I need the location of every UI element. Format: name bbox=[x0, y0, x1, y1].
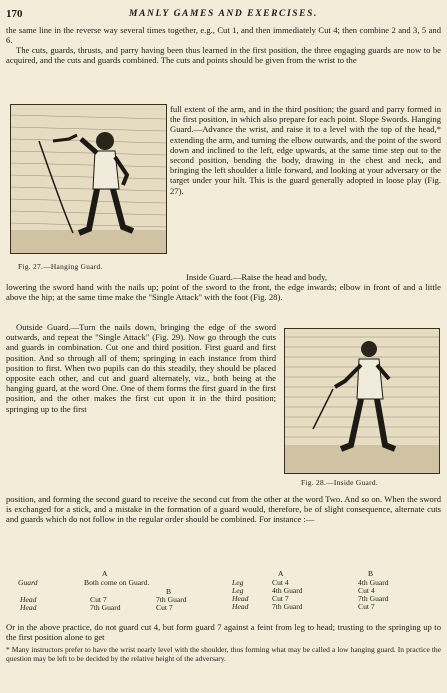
footnote: * Many instructors prefer to have the wrist nearly level with the shoulder, thus forming what may be called a low hanging guard. In practice the question may be left to be decided by the relative height of the adversary. bbox=[6, 645, 441, 663]
second-guard-text: position, and forming the second guard to receive the second cut from the other at the word Two. And so on. When the sword is exchanged for a stick, and a mistake in the formation of a guard would, therefore, be of slight consequence, alternate cuts and guards which do not follow in the regular order should be combined. For instance :— bbox=[6, 494, 441, 525]
table-right-row-2-b: Cut 4 bbox=[358, 586, 375, 595]
table-right-row-2-label: Leg bbox=[232, 586, 244, 595]
table-right-row-1-a: Cut 4 bbox=[272, 578, 289, 587]
table-right-row-3-b: 7th Guard bbox=[358, 594, 389, 603]
table-right-header-a: A bbox=[278, 569, 284, 578]
table-left-row-1-label: Head bbox=[20, 595, 37, 604]
top-paragraph-2: The cuts, guards, thrusts, and parry having been thus learned in the first position, the three engaging guards are now to be acquired, and the cuts and guards combined. The cuts and points should be given from the wrist to the bbox=[6, 45, 441, 66]
hanging-guard-text: full extent of the arm, and in the third position; the guard and parry formed in the first position, in which also prepare for each point. Slope Swords. Hanging Guard.—Advance the wrist, and raise it to a level with the top of the head,* extending the arm, and turning the elbow outwards, and the point of the sword down and inclined to the left, edge upwards, at the same time step out to the second position, bending the body, drawing in the chest and neck, and bringing the left shoulder a little forward, and looking at your adversary or the target under your hilt. This is the guard generally adopted in loose play (Fig. 27). bbox=[170, 104, 441, 196]
running-title: MANLY GAMES AND EXERCISES. bbox=[129, 9, 318, 19]
table-left-header-a: A bbox=[102, 569, 108, 578]
table-right-row-3-a: Cut 7 bbox=[272, 594, 289, 603]
table-guard-label: Guard bbox=[18, 578, 38, 587]
table-right-row-3-label: Head bbox=[232, 594, 249, 603]
table-left-header-b: B bbox=[166, 587, 172, 596]
table-left-row-2-label: Head bbox=[20, 603, 37, 612]
table-left-row-2-b: Cut 7 bbox=[156, 603, 173, 612]
inside-guard-text: lowering the sword hand with the nails up; point of the sword to the front, the edge inwards; elbow in front of and a little above the hip; at the same time make the "Single Attack" with the foot (Fig. 28). bbox=[6, 282, 441, 303]
top-paragraph-1: the same line in the reverse way several times together, e.g., Cut 1, and then immediately Cut 4; then combine 2 and 3, 5 and 6. bbox=[6, 25, 441, 46]
table-right-row-4-b: Cut 7 bbox=[358, 602, 375, 611]
figure-28-illustration bbox=[284, 328, 440, 474]
table-right-row-2-a: 4th Guard bbox=[272, 586, 303, 595]
table-right-row-1-label: Leg bbox=[232, 578, 244, 587]
figure-27-caption: Fig. 27.—Hanging Guard. bbox=[18, 262, 103, 271]
table-left-row-1-a: Cut 7 bbox=[90, 595, 107, 604]
table-both-on-guard: Both come on Guard. bbox=[84, 578, 150, 587]
table-right-header-b: B bbox=[368, 569, 374, 578]
page-header bbox=[6, 8, 441, 22]
figure-27-illustration bbox=[10, 104, 167, 254]
table-right-row-4-label: Head bbox=[232, 602, 249, 611]
page-number: 170 bbox=[6, 8, 23, 20]
table-left-row-1-b: 7th Guard bbox=[156, 595, 187, 604]
outside-guard-text: Outside Guard.—Turn the nails down, bringing the edge of the sword outwards, and repeat the "Single Attack" (Fig. 29). Now go through the cuts and guards in combination. Cut one and third position. First guard and first position. And so through all of them; springing in each instance from third position to first. When two pupils can do this steadily, they should be placed opposite each other, and cut and guard alternately, viz., both being at the hanging guard, at the word One. One of them forms the first guard in the first position, and the other makes the first cut upon it in the third position; springing up to the first bbox=[6, 322, 276, 414]
closing-paragraph: Or in the above practice, do not guard cut 4, but form guard 7 against a feint from leg to head; trusting to the springing up to the first position alone to get bbox=[6, 622, 441, 643]
practice-table bbox=[6, 568, 441, 616]
table-left-row-2-a: 7th Guard bbox=[90, 603, 121, 612]
table-right-row-1-b: 4th Guard bbox=[358, 578, 389, 587]
inside-guard-heading: Inside Guard.—Raise the head and body, bbox=[186, 272, 327, 282]
table-right-row-4-a: 7th Guard bbox=[272, 602, 303, 611]
figure-28-caption: Fig. 28.—Inside Guard. bbox=[301, 478, 379, 487]
